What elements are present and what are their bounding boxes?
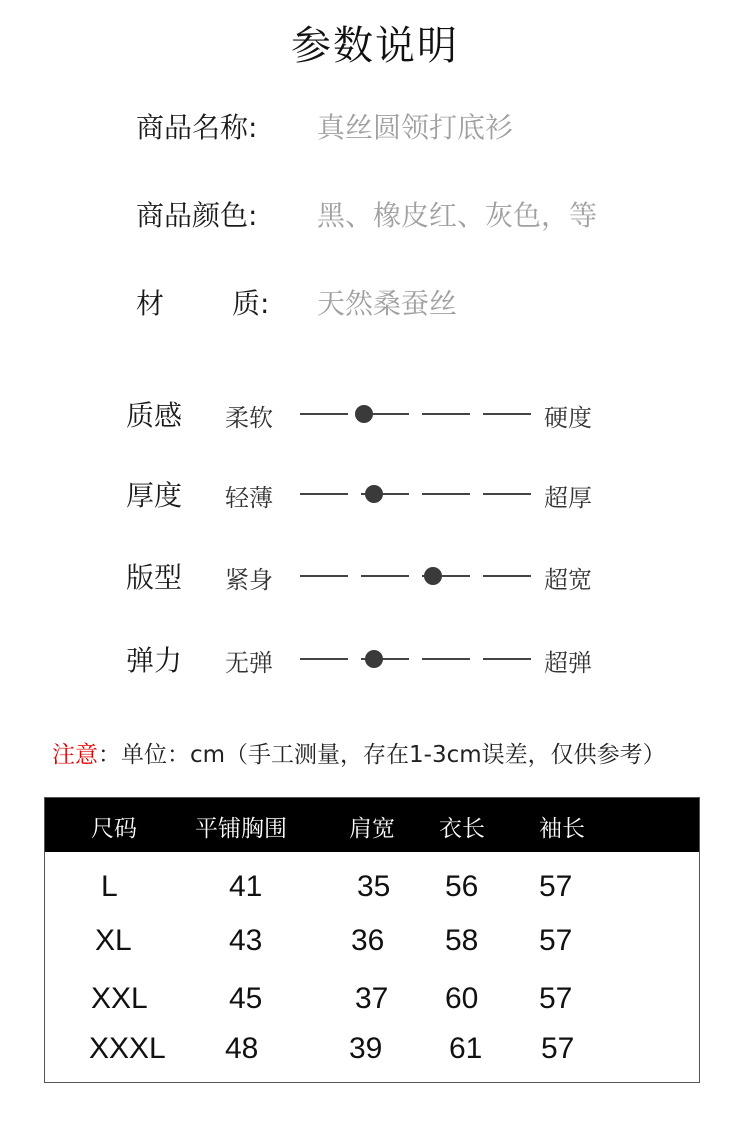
header-length: 衣长	[439, 816, 485, 842]
table-cell: 37	[355, 982, 389, 1015]
scale-left-label: 轻薄	[225, 484, 273, 512]
scale-right-label: 超宽	[544, 566, 592, 594]
scale-segment	[422, 658, 470, 660]
header-shoulder: 肩宽	[349, 816, 395, 842]
scale-segment	[422, 493, 470, 495]
scale-right-label: 硬度	[544, 404, 592, 432]
table-cell-size: XXXL	[89, 1032, 166, 1065]
scale-left-label: 紧身	[225, 566, 273, 594]
table-cell: 57	[539, 870, 573, 903]
table-cell: 36	[351, 924, 385, 957]
table-cell-size: XXL	[91, 982, 148, 1015]
scale-left-label: 无弹	[225, 649, 273, 677]
scale-segment	[483, 658, 531, 660]
scale-segment	[483, 493, 531, 495]
info-value: 黑、橡皮红、灰色，等	[317, 199, 598, 232]
scale-segment	[361, 575, 409, 577]
page-title: 参数说明	[291, 23, 459, 69]
info-label-first-char: 材	[136, 287, 165, 320]
header-chest: 平铺胸围	[195, 816, 287, 842]
scale-name: 弹力	[126, 644, 183, 677]
table-cell: 39	[349, 1032, 383, 1065]
scale-name: 版型	[126, 561, 183, 594]
scale-segment	[483, 575, 531, 577]
info-value: 真丝圆领打底衫	[317, 111, 514, 144]
table-cell: 57	[539, 924, 573, 957]
table-cell: 61	[449, 1032, 483, 1065]
scale-segment	[483, 413, 531, 415]
table-cell: 57	[541, 1032, 575, 1065]
table-cell: 41	[229, 870, 263, 903]
scale-left-label: 柔软	[225, 404, 273, 432]
scale-indicator-dot	[365, 650, 383, 668]
note-highlight: 注意	[52, 742, 98, 768]
scale-row	[126, 474, 646, 514]
measurement-note	[52, 736, 666, 769]
scale-indicator-dot	[424, 567, 442, 585]
scale-indicator-dot	[365, 485, 383, 503]
info-label-second-char: 质:	[232, 287, 270, 320]
size-table	[44, 797, 700, 1083]
note-text: ：单位：cm（手工测量，存在1-3cm误差，仅供参考）	[98, 742, 666, 768]
table-cell: 58	[445, 924, 479, 957]
table-cell: 56	[445, 870, 479, 903]
info-label: 商品颜色:	[136, 199, 258, 232]
table-cell-size: XL	[95, 924, 132, 957]
table-cell: 60	[445, 982, 479, 1015]
table-header	[45, 798, 699, 852]
table-cell: 48	[225, 1032, 259, 1065]
info-value: 天然桑蚕丝	[317, 287, 458, 320]
scale-segment	[300, 493, 348, 495]
table-cell: 45	[229, 982, 263, 1015]
scale-row	[126, 394, 646, 434]
scale-right-label: 超厚	[544, 484, 592, 512]
header-size: 尺码	[91, 816, 137, 842]
header-sleeve: 袖长	[539, 816, 585, 842]
info-label: 商品名称:	[136, 111, 258, 144]
table-cell: 57	[539, 982, 573, 1015]
scale-row	[126, 639, 646, 679]
scale-segment	[300, 575, 348, 577]
table-cell-size: L	[101, 870, 118, 903]
scale-segment	[422, 413, 470, 415]
table-cell: 43	[229, 924, 263, 957]
scale-segment	[300, 413, 348, 415]
table-cell: 35	[357, 870, 391, 903]
scale-indicator-dot	[355, 405, 373, 423]
scale-name: 质感	[126, 399, 183, 432]
scale-name: 厚度	[126, 479, 183, 512]
scale-segment	[300, 658, 348, 660]
scale-row	[126, 556, 646, 596]
scale-right-label: 超弹	[544, 649, 592, 677]
